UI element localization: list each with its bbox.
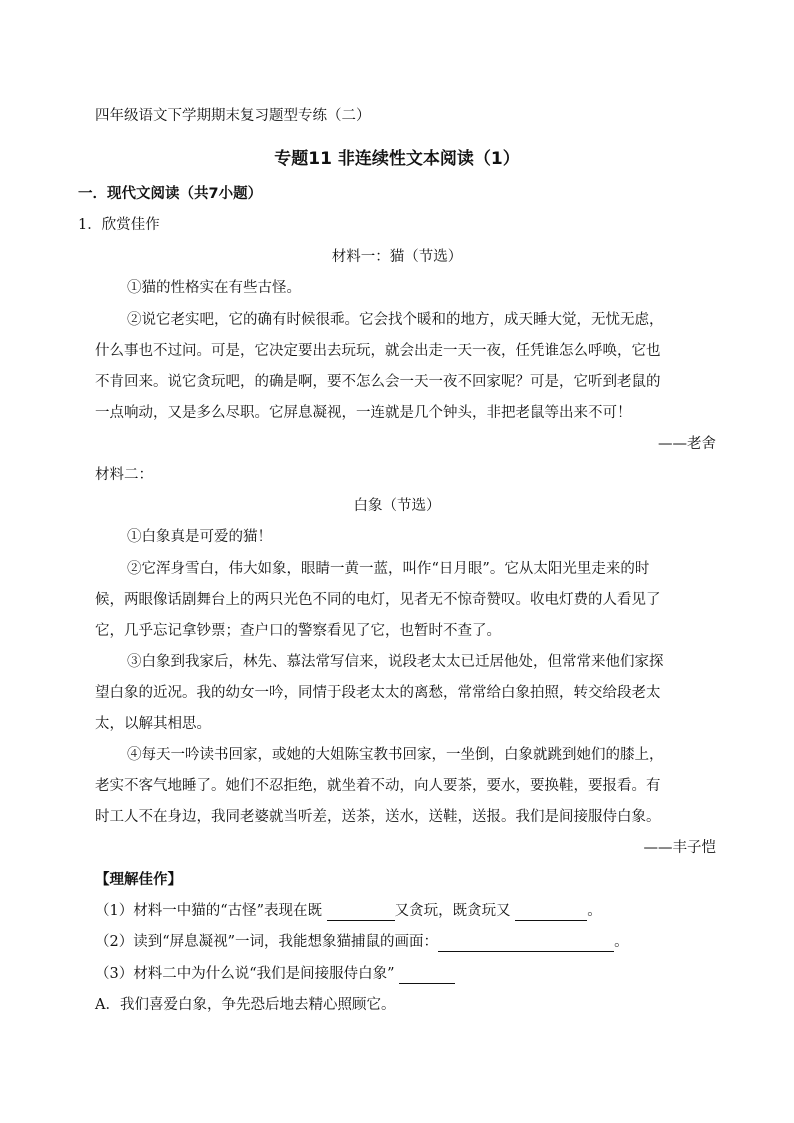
material2-paragraph: 时工人不在身边，我同老婆就当听差，送茶，送水，送鞋，送报。我们是间接服侍白象。 [95,809,661,825]
question-3-text: （3）材料二中为什么说“我们是间接服侍白象” [95,966,395,982]
section-heading: 一．现代文阅读（共7小题） [78,186,263,202]
material2-paragraph: 望白象的近况。我的幼女一吟，同情于段老太太的离愁，常常给白象拍照，转交给段老太 [95,685,661,701]
material2-paragraph: ②它浑身雪白，伟大如象，眼睛一黄一蓝，叫作“日月眼”。它从太阳光里走来的时 [127,561,650,577]
material2-paragraph: 候，两眼像话剧舞台上的两只光色不同的电灯，见者无不惊奇赞叹。收电灯费的人看见了 [95,592,661,608]
question-2-text: （2）读到“屏息凝视”一词，我能想象猫捕鼠的画面： [95,934,439,950]
material1-paragraph: 一点响动，又是多么尽职。它屏息凝视，一连就是几个钟头，非把老鼠等出来不可！ [95,405,632,421]
material2-paragraph: ③白象到我家后，林先、慕法常写信来，说段老太太已迁居他处，但常常来他们家探 [127,654,664,670]
option-a[interactable]: A．我们喜爱白象，争先恐后地去精心照顾它。 [95,997,396,1013]
answer-blank[interactable] [327,904,395,921]
question-2-text: 。 [614,934,629,950]
material2-paragraph: ①白象真是可爱的猫！ [127,529,272,545]
question-1-text: （1）材料一中猫的“古怪”表现在既 [95,903,327,919]
question-1-text: 。 [587,903,602,919]
material1-paragraph: ②说它老实吧，它的确有时候很乖。它会找个暖和的地方，成天睡大觉，无忧无虑， [127,312,664,328]
material1-author: ——老舍 [658,436,716,452]
document-header: 四年级语文下学期期末复习题型专练（二） [95,108,371,124]
question-3 [95,964,455,984]
page-title: 专题11 非连续性文本阅读（1） [274,149,520,169]
question-1 [95,901,602,921]
understand-heading: 【理解佳作】 [95,872,182,888]
material2-author: ——丰子恺 [643,840,716,856]
question-title: 1．欣赏佳作 [78,217,160,233]
material2-paragraph: 老实不客气地睡了。她们不忍拒绝，就坐着不动，向人要茶，要水，要换鞋，要报看。有 [95,778,661,794]
answer-blank[interactable] [399,967,455,984]
material1-paragraph: 什么事也不过问。可是，它决定要出去玩玩，就会出走一天一夜，任凭谁怎么呼唤，它也 [95,343,661,359]
material2-label: 材料二： [95,467,153,483]
answer-blank[interactable] [515,904,587,921]
material1-heading: 材料一：猫（节选） [331,249,463,265]
question-2 [95,932,629,952]
question-1-text: 又贪玩，既贪玩又 [394,903,516,919]
material1-paragraph: 不肯回来。说它贪玩吧，的确是啊，要不怎么会一天一夜不回家呢？可是，它听到老鼠的 [95,374,661,390]
material2-heading: 白象（节选） [353,498,441,514]
material2-paragraph: 太，以解其相思。 [95,716,211,732]
material1-paragraph: ①猫的性格实在有些古怪。 [127,280,301,296]
material2-paragraph: ④每天一吟读书回家，或她的大姐陈宝教书回家，一坐倒，白象就跳到她们的膝上， [127,747,664,763]
answer-blank[interactable] [438,935,614,952]
material2-paragraph: 它，几乎忘记拿钞票；查户口的警察看见了它，也暂时不查了。 [95,623,501,639]
